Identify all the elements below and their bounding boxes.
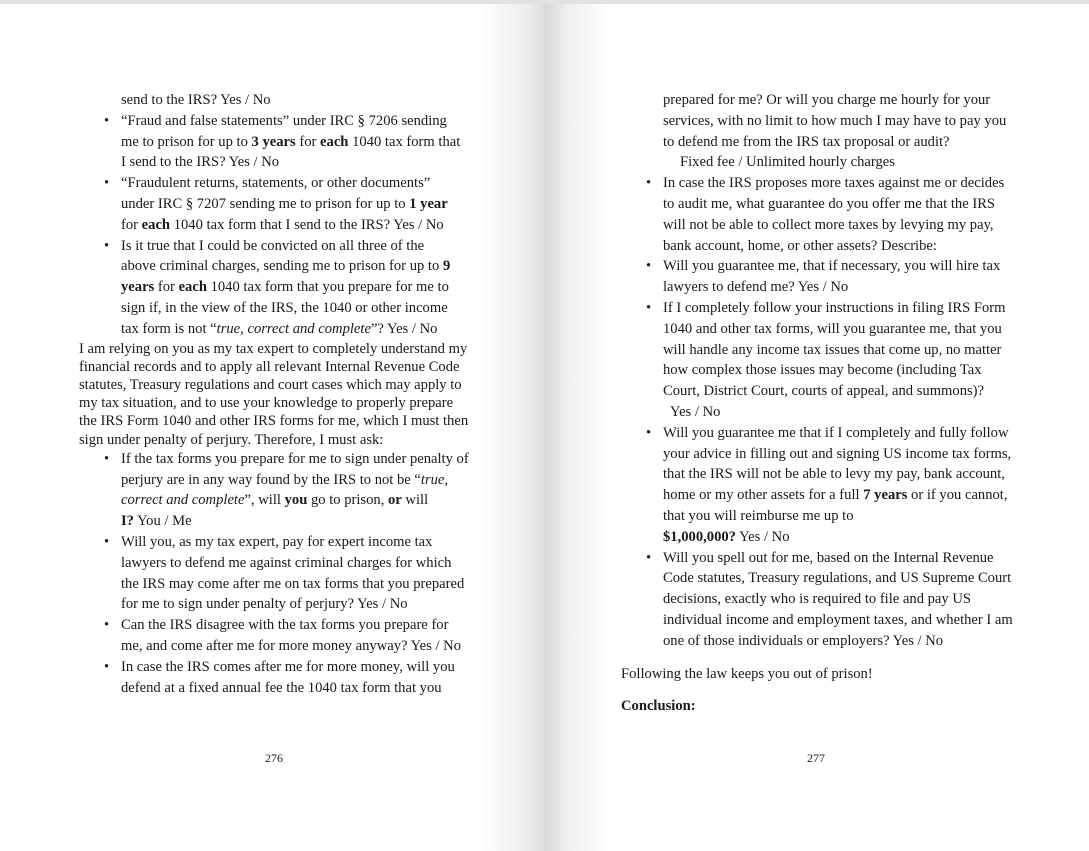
text-span: In case the IRS proposes more taxes against me or decides to audit me, what guarantee do you offer me that the IRS will not be able to collect more taxes by levying my pay, bank account, home, or other assets? Describe: — [663, 175, 1005, 254]
bold-text: 7 years — [863, 487, 908, 504]
spacer — [621, 684, 1013, 696]
text-span: under IRC § 7207 sending me to prison for up to — [121, 195, 410, 212]
text-span: tax form is not “ — [121, 320, 217, 337]
bold-text: each — [178, 279, 207, 296]
bullet-list-2 — [79, 449, 471, 699]
text-span: 1040 tax form that — [348, 133, 461, 150]
list-item — [621, 548, 1013, 652]
closing-line: Following the law keeps you out of prison! — [621, 665, 873, 682]
continued-line — [121, 90, 471, 111]
section-heading: Conclusion: — [621, 698, 696, 715]
text-span: or if you cannot, that you will reimburse me up to — [663, 487, 1008, 524]
text-span: prepared for me? Or will you charge me hourly for your services, with no limit to how much I may have to pay you to defend me from the IRS tax proposal or audit? — [663, 92, 1007, 150]
answer-choice: Yes / No — [670, 403, 721, 420]
text-line: sign if, in the view of the IRS, the 1040 or other income — [121, 299, 448, 316]
list-item — [621, 423, 1013, 548]
text-span: me to prison for up to — [121, 133, 252, 150]
page-top-edge — [0, 0, 545, 4]
text-span: Can the IRS disagree with the tax forms you prepare for me, and come after me for more money anyway? Yes / No — [121, 617, 462, 654]
text-line: Is it true that I could be convicted on all three of the — [121, 237, 425, 254]
page-number: 276 — [265, 751, 283, 765]
text-span: Will you guarantee me, that if necessary, you will hire tax lawyers to defend me? Yes / No — [663, 258, 1001, 296]
text-span: If the tax forms you prepare for me to sign under penalty of perjury are in any way found by the IRS to not be “ — [121, 450, 469, 488]
bold-text: $1,000,000? — [663, 528, 736, 545]
text-line: I send to the IRS? Yes / No — [121, 154, 280, 171]
text-span: In case the IRS comes after me for more money, will you defend at a fixed annual fee the 1040 tax form that you — [121, 658, 455, 696]
list-item — [79, 532, 471, 615]
text-span: for — [121, 216, 142, 233]
bold-text: or — [388, 492, 402, 509]
right-page-text — [621, 90, 1013, 717]
answer-choice: Fixed fee / Unlimited hourly charges — [680, 154, 895, 171]
page-top-edge — [545, 0, 1089, 4]
text-line: “Fraudulent returns, statements, or other documents” — [121, 175, 431, 192]
list-item — [79, 615, 471, 657]
text-span: for — [154, 279, 179, 296]
right-page — [545, 0, 1089, 851]
text-span: will — [401, 492, 429, 509]
list-item — [621, 298, 1013, 423]
bold-text: each — [320, 133, 349, 150]
text-span: ”? Yes / No — [370, 320, 438, 337]
bold-text: I? — [121, 513, 134, 530]
spacer — [621, 652, 1013, 664]
bullet-list-1 — [79, 111, 471, 340]
list-item — [79, 111, 471, 173]
list-item — [621, 173, 1013, 256]
text-span: 1040 tax form that I send to the IRS? Yes / No — [170, 216, 444, 233]
bold-text: you — [284, 492, 308, 509]
text-span: You / Me — [133, 513, 192, 530]
continued-paragraph — [663, 90, 1013, 173]
text-span: Will you, as my tax expert, pay for expert income tax lawyers to defend me against criminal charges for which the IRS may come after me on tax forms that you prepared for me to sign under penalty of perjury? Yes / No — [121, 533, 465, 613]
italic-text: true, correct and complete — [121, 471, 449, 509]
text-span: Will you spell out for me, based on the Internal Revenue Code statutes, Treasury regulations, and US Supreme Court decisions, exactly who is required to file and pay US individual income and employment taxes, and whether I am one of those individuals or employers? Yes / No — [663, 549, 1013, 649]
text-span: for — [295, 133, 321, 150]
list-item — [79, 449, 471, 532]
italic-text: true, correct and complete — [216, 320, 371, 337]
list-item — [79, 657, 471, 699]
text-line: send to the IRS? Yes / No — [121, 92, 271, 108]
text-span: above criminal charges, sending me to prison for up to — [121, 258, 443, 275]
text-span: If I completely follow your instructions in filing IRS Form 1040 and other tax forms, will you guarantee me, that you will handle any income tax issues that come up, no matter how complex those issues may become (including Tax Court, District Court, courts of appeal, and summons)? — [663, 299, 1006, 400]
text-span: Will you guarantee me that if I completely and fully follow your advice in filling out and signing US income tax forms, that the IRS will not be able to levy my pay, bank account, home or my other assets for a full — [663, 424, 1012, 504]
body-paragraph: I am relying on you as my tax expert to completely understand my financial records and to apply all relevant Internal Revenue Code statutes, Treasury regulations and court cases which may apply to my tax situation, and to use your knowledge to properly prepare the IRS Form 1040 and other IRS forms for me, which I must then sign under penalty of perjury. Therefore, I must ask: — [79, 340, 469, 448]
list-item — [79, 173, 471, 235]
text-span: 1040 tax form that you prepare for me to — [206, 279, 449, 296]
bullet-list-3 — [621, 173, 1013, 651]
text-line: “Fraud and false statements” under IRC § 7206 sending — [121, 112, 447, 129]
list-item — [621, 256, 1013, 298]
left-page-text — [79, 90, 471, 698]
bold-text: 9 — [442, 258, 451, 275]
bold-text: 3 years — [251, 133, 296, 150]
text-span: Yes / No — [735, 528, 790, 545]
bold-text: years — [121, 279, 155, 296]
list-item — [79, 236, 471, 340]
text-span: ”, will — [244, 492, 285, 509]
text-span: go to prison, — [307, 492, 388, 509]
page-number: 277 — [807, 751, 825, 765]
bold-text: each — [141, 216, 171, 233]
bold-text: 1 year — [409, 195, 448, 212]
